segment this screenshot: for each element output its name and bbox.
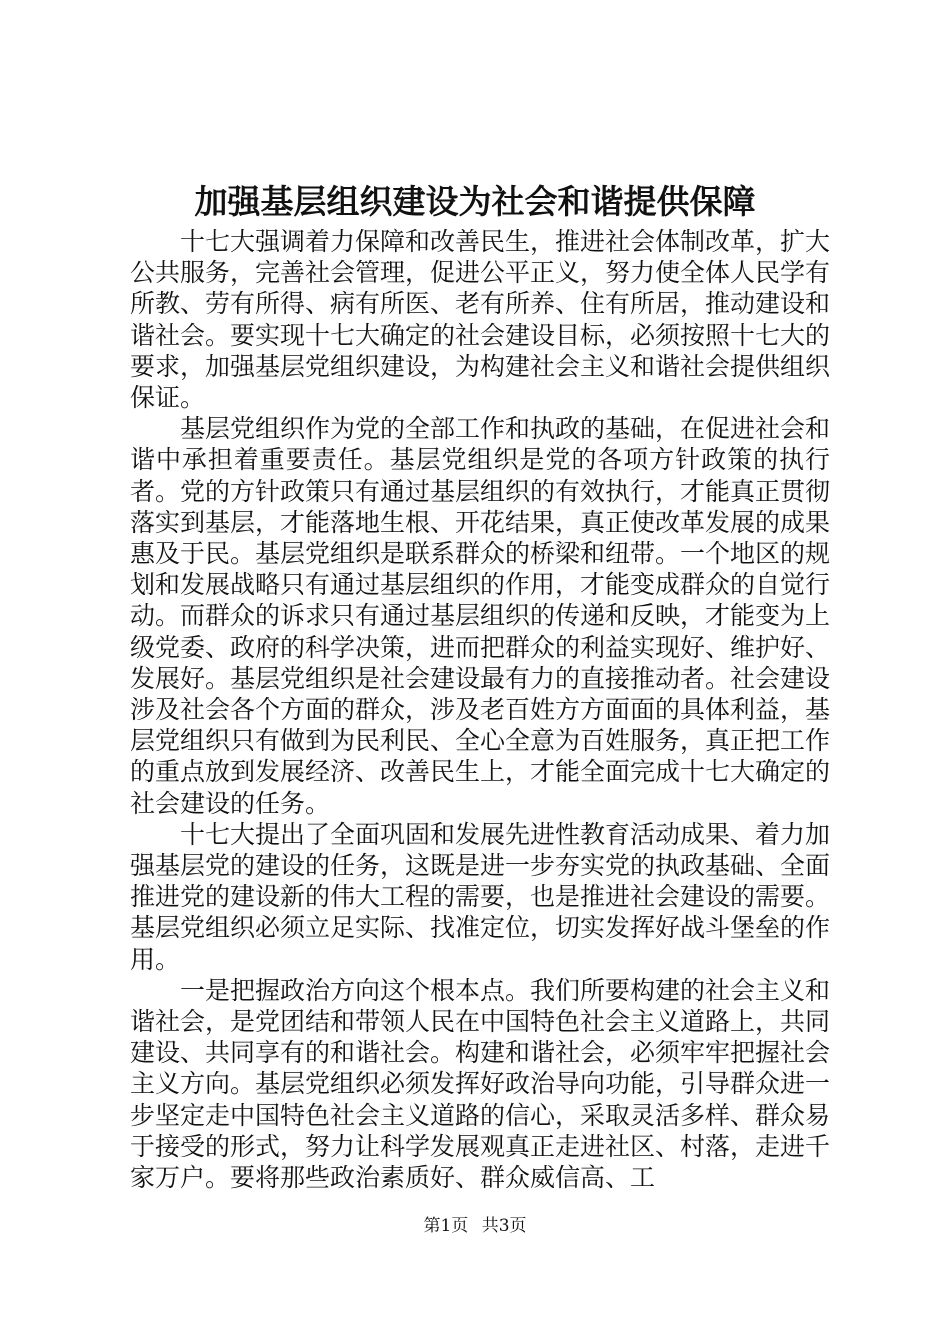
paragraph: 基层党组织作为党的全部工作和执政的基础，在促进社会和谐中承担着重要责任。基层党组织是党的各项方针政策的执行者。党的方针政策只有通过基层组织的有效执行，才能真正贯彻落实到基层，才能落地生根、开花结果，真正使改革发展的成果惠及于民。基层党组织是联系群众的桥梁和纽带。一个地区的规划和发展战略只有通过基层组织的作用，才能变成群众的自觉行动。而群众的诉求只有通过基层组织的传递和反映，才能变为上级党委、政府的科学决策，进而把群众的利益实现好、维护好、发展好。基层党组织是社会建设最有力的直接推动者。社会建设涉及社会各个方面的群众，涉及老百姓方方面面的具体利益，基层党组织只有做到为民利民、全心全意为百姓服务，真正把工作的重点放到发展经济、改善民生上，才能全面完成十七大确定的社会建设的任务。 (130, 414, 831, 818)
document-title: 加强基层组织建设为社会和谐提供保障 (194, 182, 756, 221)
page-total: 共3页 (481, 1216, 527, 1236)
page-number: 第1页 (423, 1216, 469, 1236)
paragraph: 一是把握政治方向这个根本点。我们所要构建的社会主义和谐社会，是党团结和带领人民在中国特色社会主义道路上，共同建设、共同享有的和谐社会。构建和谐社会，必须牢牢把握社会主义方向。基层党组织必须发挥好政治导向功能，引导群众进一步坚定走中国特色社会主义道路的信心，采取灵活多样、群众易于接受的形式，努力让科学发展观真正走进社区、村落，走进千家万户。要将那些政治素质好、群众威信高、工 (130, 975, 831, 1193)
page-footer (0, 1214, 950, 1238)
paragraph: 十七大提出了全面巩固和发展先进性教育活动成果、着力加强基层党的建设的任务，这既是进一步夯实党的执政基础、全面推进党的建设新的伟大工程的需要，也是推进社会建设的需要。基层党组织必须立足实际、找准定位，切实发挥好战斗堡垒的作用。 (130, 819, 831, 974)
paragraph: 十七大强调着力保障和改善民生，推进社会体制改革，扩大公共服务，完善社会管理，促进公平正义，努力使全体人民学有所教、劳有所得、病有所医、老有所养、住有所居，推动建设和谐社会。要实现十七大确定的社会建设目标，必须按照十七大的要求，加强基层党组织建设，为构建社会主义和谐社会提供组织保证。 (130, 227, 831, 413)
document-body (130, 226, 830, 1193)
